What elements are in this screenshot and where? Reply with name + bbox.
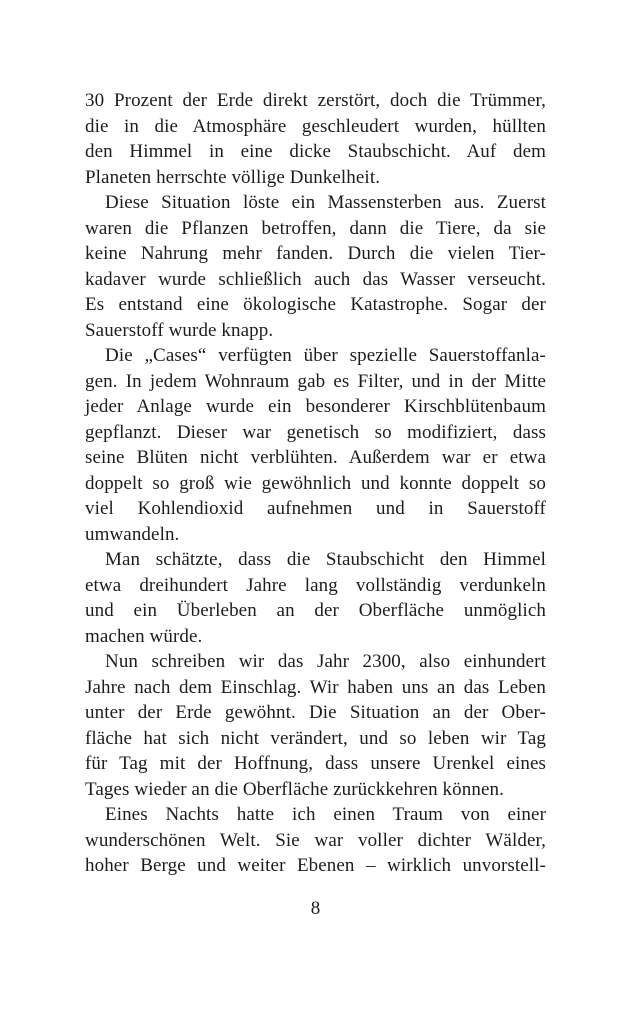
text-line: hoher Berge und weiter Ebenen – wirklich unvorstell- xyxy=(85,855,546,876)
text-line: die in die Atmosphäre geschleudert wurden, hüllten xyxy=(85,115,546,137)
paragraph xyxy=(85,343,546,547)
text-line: Es entstand eine ökologische Katastrophe. Sogar der xyxy=(85,294,546,315)
text-line: unter der Erde gewöhnt. Die Situation an der Ober- xyxy=(85,702,546,723)
text-line: Diese Situation löste ein Massensterben aus. Zuerst xyxy=(105,192,546,213)
text-line: umwandeln. xyxy=(85,523,180,545)
text-line: etwa dreihundert Jahre lang vollständig verdunkeln xyxy=(85,574,546,596)
text-line: und ein Überleben an der Oberfläche unmöglich xyxy=(85,600,546,621)
page-text xyxy=(85,88,546,879)
text-line: keine Nahrung mehr fanden. Durch die vielen Tier- xyxy=(85,243,546,264)
text-line: Man schätzte, dass die Staubschicht den Himmel xyxy=(105,549,546,570)
paragraph xyxy=(85,547,546,649)
text-line: gen. In jedem Wohnraum gab es Filter, und in der Mitte xyxy=(85,370,546,392)
text-line: viel Kohlendioxid aufnehmen und in Sauerstoff xyxy=(85,498,546,519)
text-line: machen würde. xyxy=(85,625,203,647)
text-line: Planeten herrschte völlige Dunkelheit. xyxy=(85,166,381,188)
page-number: 8 xyxy=(310,898,321,919)
text-line: Die „Cases“ verfügten über spezielle Sauerstoffanla- xyxy=(105,345,546,366)
text-line: jeder Anlage wurde ein besonderer Kirschblütenbaum xyxy=(85,396,546,417)
paragraph xyxy=(85,190,546,343)
text-line: fläche hat sich nicht verändert, und so leben wir Tag xyxy=(85,727,546,749)
text-line: doppelt so groß wie gewöhnlich und konnte doppelt so xyxy=(85,472,546,494)
paragraph xyxy=(85,649,546,802)
text-line: Sauerstoff wurde knapp. xyxy=(85,319,274,341)
text-line: Nun schreiben wir das Jahr 2300, also einhundert xyxy=(105,651,546,672)
text-line: Jahre nach dem Einschlag. Wir haben uns an das Leben xyxy=(85,676,546,698)
text-line: Eines Nachts hatte ich einen Traum von einer xyxy=(105,804,546,825)
text-line: 30 Prozent der Erde direkt zerstört, doch die Trümmer, xyxy=(85,90,546,111)
text-line: gepflanzt. Dieser war genetisch so modifiziert, dass xyxy=(85,421,546,443)
paragraph xyxy=(85,88,546,190)
text-line: wunderschönen Welt. Sie war voller dichter Wälder, xyxy=(85,829,546,851)
text-line: für Tag mit der Hoffnung, dass unsere Urenkel eines xyxy=(85,753,546,774)
text-line: Tages wieder an die Oberfläche zurückkehren können. xyxy=(85,778,504,800)
text-line: kadaver wurde schließlich auch das Wasser verseucht. xyxy=(85,268,546,290)
paragraph xyxy=(85,802,546,879)
text-line: waren die Pflanzen betroffen, dann die Tiere, da sie xyxy=(85,217,546,239)
text-line: den Himmel in eine dicke Staubschicht. Auf dem xyxy=(85,141,546,162)
text-line: seine Blüten nicht verblühten. Außerdem war er etwa xyxy=(85,447,546,468)
